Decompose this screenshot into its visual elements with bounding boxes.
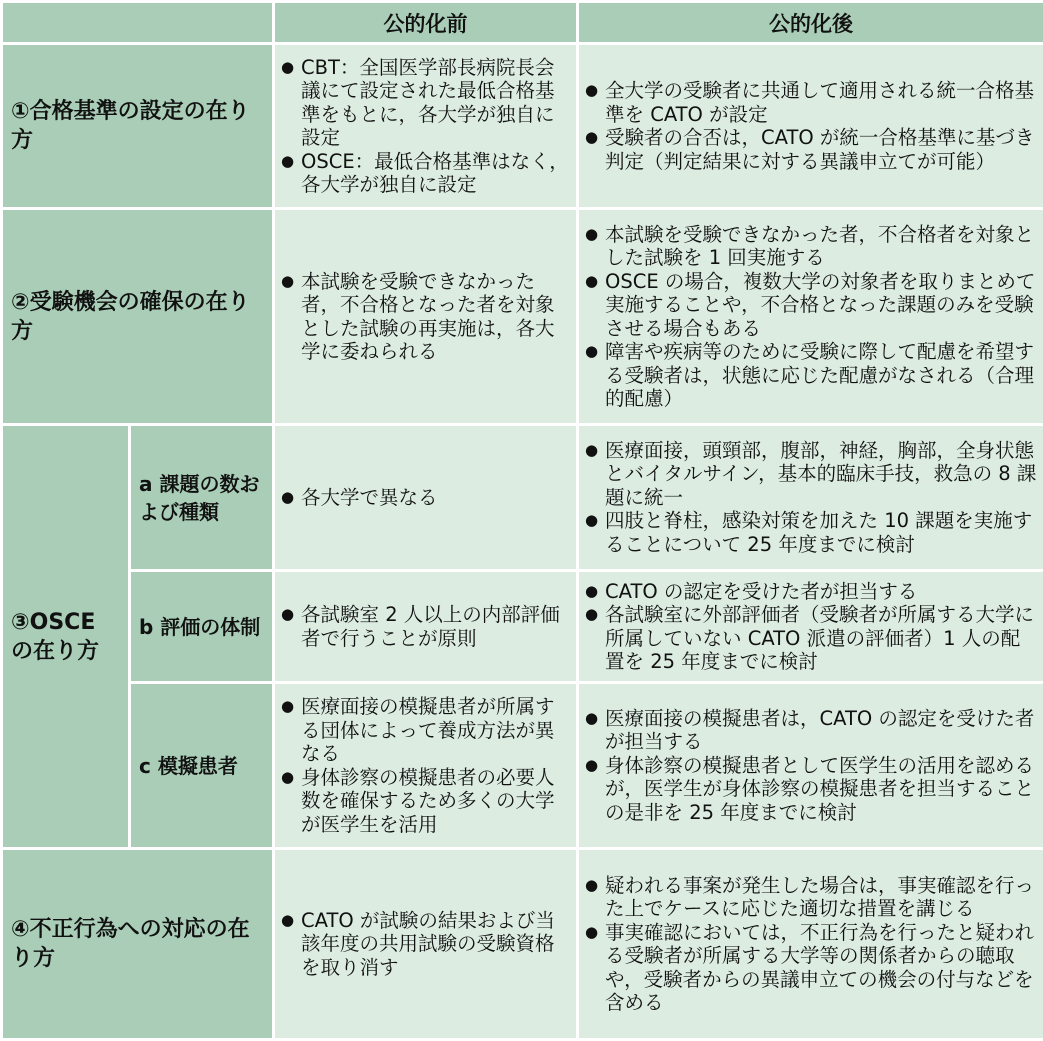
bullet-list <box>585 580 1037 674</box>
bullet-item: ● 四肢と脊柱，感染対策を加えた 10 課題を実施することについて 25 年度までに検討 <box>585 509 1037 556</box>
bullet-list <box>281 270 570 364</box>
bullet-item: ● 受験者の合否は，CATO が統一合格基準に基づき判定（判定結果に対する異議申立てが可能） <box>585 126 1037 173</box>
header-blank-cell <box>2 2 274 44</box>
bullet-list <box>585 874 1037 1015</box>
bullet-item: ● OSCE：最低合格基準はなく，各大学が独自に設定 <box>281 150 570 197</box>
header-row <box>2 2 1043 44</box>
sub-label-evaluation: b 評価の体制 <box>130 571 274 683</box>
row-misconduct <box>2 849 1043 1040</box>
bullet-item: ● 各試験室に外部評価者（受験者が所属する大学に所属していない CATO 派遣の評価者）1 人の配置を 25 年度までに検討 <box>585 603 1037 674</box>
cell-before-tasks <box>274 425 578 571</box>
bullet-item: ● CATO の認定を受けた者が担当する <box>585 580 1037 604</box>
bullet-item: ● 全大学の受験者に共通して適用される統一合格基準を CATO が設定 <box>585 79 1037 126</box>
bullet-item: ● 障害や疾病等のために受験に際して配慮を希望する受験者は，状態に応じた配慮がなされる（合理的配慮） <box>585 340 1037 411</box>
sub-label-simulated-patient: c 模擬患者 <box>130 683 274 849</box>
bullet-list <box>281 909 570 980</box>
bullet-item: ● 医療面接の模擬患者が所属する団体によって養成方法が異なる <box>281 695 570 766</box>
bullet-item: ● 身体診察の模擬患者として医学生の活用を認めるが，医学生が身体診察の模擬患者を担当することの是非を 25 年度までに検討 <box>585 754 1037 825</box>
header-after: 公的化後 <box>578 2 1043 44</box>
cell-after-misconduct <box>578 849 1043 1040</box>
bullet-list <box>281 56 570 197</box>
bullet-item: ● 本試験を受験できなかった者，不合格となった者を対象とした試験の再実施は，各大学に委ねられる <box>281 270 570 364</box>
bullet-list <box>585 223 1037 411</box>
cell-after-pass-criteria <box>578 44 1043 209</box>
bullet-list <box>585 79 1037 173</box>
cell-before-exam-opportunity <box>274 209 578 425</box>
cell-before-simulated-patient <box>274 683 578 849</box>
bullet-list <box>585 707 1037 825</box>
sub-label-tasks: a 課題の数および種類 <box>130 425 274 571</box>
bullet-item: ● 疑われる事案が発生した場合は，事実確認を行った上でケースに応じた適切な措置を講じる <box>585 874 1037 921</box>
bullet-item: ● 各試験室 2 人以上の内部評価者で行うことが原則 <box>281 603 570 650</box>
bullet-item: ● 事実確認においては，不正行為を行ったと疑われる受験者が所属する大学等の関係者からの聴取や，受験者からの異議申立ての機会の付与などを含める <box>585 921 1037 1015</box>
cell-before-misconduct <box>274 849 578 1040</box>
bullet-item: ● 身体診察の模擬患者の必要人数を確保するため多くの大学が医学生を活用 <box>281 766 570 837</box>
bullet-item: ● CBT：全国医学部長病院長会議にて設定された最低合格基準をもとに，各大学が独自に設定 <box>281 56 570 150</box>
bullet-item: ● 医療面接，頭頸部，腹部，神経，胸部，全身状態とバイタルサイン，基本的臨床手技，救急の 8 課題に統一 <box>585 439 1037 510</box>
row-label-exam-opportunity: ②受験機会の確保の在り方 <box>2 209 274 425</box>
bullet-item: ● 各大学で異なる <box>281 486 570 510</box>
bullet-item: ● 本試験を受験できなかった者，不合格者を対象とした試験を 1 回実施する <box>585 223 1037 270</box>
cell-before-pass-criteria <box>274 44 578 209</box>
bullet-item: ● OSCE の場合，複数大学の対象者を取りまとめて実施することや，不合格となった課題のみを受験させる場合もある <box>585 270 1037 341</box>
cell-after-evaluation <box>578 571 1043 683</box>
bullet-item: ● 医療面接の模擬患者は，CATO の認定を受けた者が担当する <box>585 707 1037 754</box>
row-osce-simulated-patient <box>2 683 1043 849</box>
header-before: 公的化前 <box>274 2 578 44</box>
row-label-osce: ③OSCE の在り方 <box>2 425 130 849</box>
row-exam-opportunity <box>2 209 1043 425</box>
row-osce-evaluation <box>2 571 1043 683</box>
bullet-list <box>281 486 570 510</box>
bullet-list <box>281 603 570 650</box>
cell-after-tasks <box>578 425 1043 571</box>
row-label-pass-criteria: ①合格基準の設定の在り方 <box>2 44 274 209</box>
cell-after-exam-opportunity <box>578 209 1043 425</box>
cell-after-simulated-patient <box>578 683 1043 849</box>
cell-before-evaluation <box>274 571 578 683</box>
bullet-item: ● CATO が試験の結果および当該年度の共用試験の受験資格を取り消す <box>281 909 570 980</box>
row-label-misconduct: ④不正行為への対応の在り方 <box>2 849 274 1040</box>
bullet-list <box>281 695 570 836</box>
row-osce-tasks <box>2 425 1043 571</box>
bullet-list <box>585 439 1037 557</box>
row-pass-criteria <box>2 44 1043 209</box>
